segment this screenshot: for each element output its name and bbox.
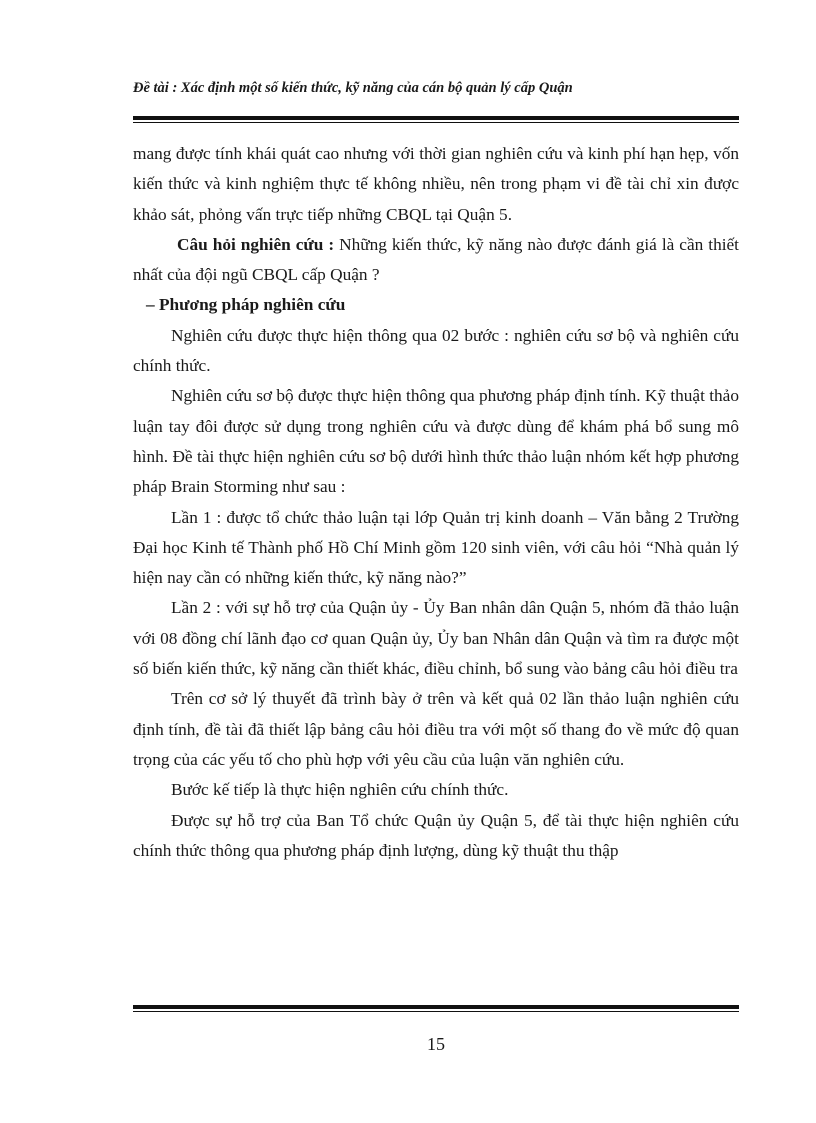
paragraph-4: Nghiên cứu được thực hiện thông qua 02 bước : nghiên cứu sơ bộ và nghiên cứu chính thức. [133, 325, 739, 376]
header-divider [133, 116, 739, 123]
header-divider-thick [133, 116, 739, 120]
research-question-text: Những kiến thức, kỹ năng nào được đánh giá là cần thiết nhất của đội ngũ CBQL cấp Quận ? [133, 234, 739, 285]
paragraph-10: Được sự hỗ trợ của Ban Tổ chức Quận ủy Quận 5, để tài thực hiện nghiên cứu chính thức thông qua phương pháp định lượng, dùng kỹ thuật thu thập [133, 810, 739, 860]
paragraph-7: Lần 2 : với sự hỗ trợ của Quận ủy - Ủy Ban nhân dân Quận 5, nhóm đã thảo luận với 08 đồng chí lãnh đạo cơ quan Quận ủy, Ủy ban Nhân dân Quận và tìm ra được một số biến kiến thức, kỹ năng cần thiết khác, điều chỉnh, bổ sung vào bảng câu hỏi điều tra [133, 598, 739, 679]
paragraph-8: Trên cơ sở lý thuyết đã trình bày ở trên và kết quả 02 lần thảo luận nghiên cứu định tính, đề tài đã thiết lập bảng câu hỏi điều tra với một số thang đo về mức độ quan trọng của các yếu tố cho phù hợp với yêu cầu của luận văn nghiên cứu. [133, 689, 739, 769]
paragraph-1: mang được tính khái quát cao nhưng với thời gian nghiên cứu và kinh phí hạn hẹp, vốn kiến thức và kinh nghiệm thực tế không nhiều, nên trong phạm vi đề tài chỉ xin được khảo sát, phỏng vấn trực tiếp những CBQL tại Quận 5. [133, 144, 739, 224]
paragraph-research-question [133, 230, 739, 291]
footer-divider-thin [133, 1011, 739, 1012]
section-heading-method: – Phương pháp nghiên cứu [146, 295, 346, 315]
paragraph-9: Bước kế tiếp là thực hiện nghiên cứu chính thức. [171, 780, 509, 800]
footer-divider-thick [133, 1005, 739, 1009]
header-divider-thin [133, 122, 739, 123]
page-body [133, 139, 739, 866]
page-header-title: Đề tài : Xác định một số kiến thức, kỹ năng của cán bộ quản lý cấp Quận [133, 80, 573, 96]
footer-divider [133, 1005, 739, 1012]
research-question-label: Câu hỏi nghiên cứu : [177, 234, 335, 254]
paragraph-5: Nghiên cứu sơ bộ được thực hiện thông qua phương pháp định tính. Kỹ thuật thảo luận tay đôi được sử dụng trong nghiên cứu và được dùng để khám phá bổ sung mô hình. Đề tài thực hiện nghiên cứu sơ bộ dưới hình thức thảo luận nhóm kết hợp phương pháp Brain Storming như sau : [133, 386, 739, 497]
paragraph-6: Lần 1 : được tổ chức thảo luận tại lớp Quản trị kinh doanh – Văn bằng 2 Trường Đại học Kinh tế Thành phố Hồ Chí Minh gồm 120 sinh viên, với câu hỏi “Nhà quản lý hiện nay cần có những kiến thức, kỹ năng nào?” [133, 507, 739, 588]
page-number: 15 [427, 1034, 445, 1054]
